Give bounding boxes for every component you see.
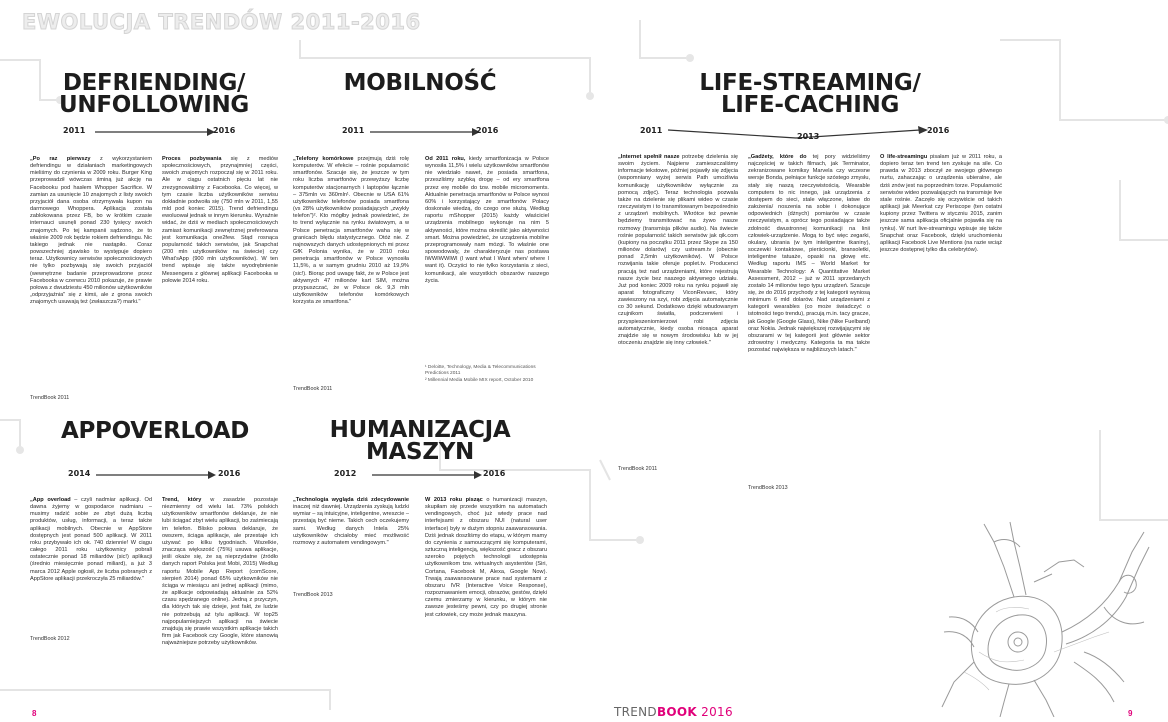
appoverload-col1-text: – czyli nadmiar aplikacji. Od dawna żyjemy w gospodarce nadmiaru – musimy radzić sobie ze zbyt dużą liczbą produktów, usług, informacji, a teraz także aplikacji mobilnych. Obecnie w AppStore dostępnych jest ponad 500 aplikacji. W 2011 roku przybywało ich ok. 740 dziennie! W ciągu całego 2011 roku użytkownicy pobrali ostatecznie ponad 18 miliardów (sic!) aplikacji (średnio miesięcznie ponad miliard), a już 3 marca 2012 Apple ogłosił, że liczba pobranych z AppStore aplikacji przekroczyła 25 miliardów." (30, 497, 152, 582)
defriending-title-line2: UNFOLLOWING (59, 92, 249, 118)
defriending-col1-text: z wykorzystaniem defriendingu w działaniach marketingowych mieliśmy do czynienia w 2009 roku. Burger King przeprowadził wówczas śminą już akcję na Facebooku pod hasłem Whopper Sacrifice. W zamian za usunięcie 10 znajomych z listy swoich przyjaciół dana osoba otrzymywała kupon na darmowego Whoppera. Aplikacja została zablokowana przez FB, bo w krótkim czasie internauci usunęli ponad 230 tysięcy swoich znajomych. Po tej kampanii sądzono, że to właśnie 2009 rok będzie rokiem defriendingu. Nic takiego jednak nie nastąpiło. Coraz powszechniej zjawisko to występuje dopiero teraz. Użytkownicy serwisów społecznościowych nie tylko pozbywają się swoich przyjaciół (wewnętrzne badanie przeprowadzone przez Facebooka w czerwcu 2010 pokazuje, że prawie połowa z dwudziestu 450 milionów użytkowników „odprzyjaźnia" się z kimś, ale z grona swoich znajomych usuwają też (zwłaszcza?) marki." (30, 156, 152, 306)
lifestreaming-col2-lead: „Gadżety, które do (748, 154, 807, 160)
lifestreaming-source-2013: TrendBook 2013 (748, 485, 788, 491)
lifestreaming-year-c: 2016 (927, 126, 950, 135)
lifestreaming-year-b: 2013 (797, 132, 820, 141)
lifestreaming-title-line2: LIFE-CACHING (720, 92, 900, 118)
lifestreaming-source-2011: TrendBook 2011 (618, 466, 658, 472)
humanizacja-year-from: 2012 (334, 469, 357, 478)
humanizacja-col2-text: o humanizacji maszyn, skupiłam się przede wszystkim na automatach vendingowych, choć już wtedy prace nad interfejsami z obszaru NUI (natural user interface) były w dużym stopniu zaawansowania. Dziś jednak doszliśmy do etapu, w którym mamy do czynienia z samouczącymi się komputerami, sztuczną inteligencją, większość gracz z obszaru szeroko pojętych technologii udostępnia użytkownikom tzw. wirtualnych asystentów (Siri, Cortana, Facebook M, Alexa, Google Now). Trwają zaawansowane prace nad systemami z obszaru IVR (Interactive Voice Response), rozpoznawaniem emocji, obrazów, gestów, dzięki czemu zmierzamy w kierunku, w którym nie zawsze jesteśmy pewni, czy po drugiej stronie jest człowiek, czy może jednak maszyna. (425, 497, 547, 618)
lifestreaming-col1-text: potrzebę dzielenia się swoim życiem. Najpierw zamieszczaliśmy informacje tekstowe, później pojawiły się zdjęcia (wspomniany wyżej serwis Path umożliwia komunikację użytkowników wyłącznie za pomocą zdjęć). Teraz technologia pozwala także na dzielenie się plikami wideo w czasie rzeczywistym i to transmitowanym bezpośrednio z urządzeń mobilnych. Wkrótce też pewnie będziemy transmitować na żywo nasze rozmowy (transmisja plików audio). Na świecie rośnie popularność takich serwisów jak qik.com (kupiony na początku 2011 przez Skype za 150 milionów dolarów) czy ustream.tv (obecnie ponad 2,5mln użytkowników). W Polsce rozwijania takie oferuje poplet.tv. Producenci pracują też nad urządzeniami, które rejestrują nasze życie bez naszego aktywnego udziału. Już pod koniec 2009 roku na rynku pojawił się aparat fotograficzny ViconRevuec, który zawieszony na szyi, robi zdjęcia automatycznie co 30 sekund. Dodatkowo dzięki wbudowanym czujnikom światła, podczerwieni i przyspieszeniomierzowi robi zdjęcia automatycznie, kiedy osoba niosąca aparat znajdzie się w nowym środowisku lub w jej otoczeniu znajdzie się inny człowiek." (618, 154, 738, 347)
mobilnosc-footnote-2: ² Millennial Media Mobile MIX report, October 2010 (425, 378, 534, 383)
trendbook-logo (614, 705, 733, 719)
appoverload-title: APPOVERLOAD (60, 418, 250, 444)
mobilnosc-year-to: 2016 (476, 126, 499, 135)
lifestreaming-col-2016 (880, 154, 1002, 304)
defriending-year-to: 2016 (213, 126, 236, 135)
humanizacja-col2-lead: W 2013 roku pisząc (425, 497, 483, 503)
appoverload-year-to: 2016 (218, 469, 241, 478)
lifestreaming-col1-lead: „Internet spełnił nasze (618, 154, 680, 160)
appoverload-source: TrendBook 2012 (30, 636, 70, 642)
appoverload-col-2016 (162, 497, 278, 719)
lifestreaming-col2-text: tej pory widzieliśmy najczęściej w takich filmach, jak Terminator, zekranizowane komiksy Marvela czy wczesne wersje Bonda, pełniące funkcje szóstego zmysłu, stały się naszą rzeczywistością. Wearable computers to nic innego, jak urządzenia z dostępem do sieci, stale włączone, łatwe do założenia/ noszenia na sobie i dokonujące odpowiednich (dżnych) pomiarów w czasie rzeczywistym, a oprócz tego posiadające także zdolność dwustronnej komunikacji na linii człowiek-urządzenie. Mogą to być więc zegarki, okulary, ubrania (w tym inteligentne tkaniny), soczewki kontaktowe, pierścionki, bransoletki, inteligentne tatuaże, opaski na głowę etc. Według raportu IMS – World Market for Wearable Technology: A Quantitative Market Assessment, 2012 – już w 2011 sprzedanych zostało 14 milionów tego typu urządzeń. Szacuje się, że do 2016 przychody z tej kategorii wyniosą minimum 6 mld dolarów. Nad urządzeniami z kategorii wearables (co może świadczyć o istotności tego trendu), pracują m.in. tacy gracze, jak Google (Google Glass), Nike (Nike Fuelband) oraz Nokia. Jednak największej rozwijającymi się obszarami w tej kategorii jest głównie sektor zdrowotny i medyczny. Kategoria ta ma także pozostać największa w najbliższych latach." (748, 154, 870, 354)
mobilnosc-source: TrendBook 2011 (293, 386, 333, 392)
defriending-col-2016 (162, 156, 278, 356)
page-number-left: 8 (32, 709, 37, 718)
defriending-col2-text: się z mediów społecznościowych, przynajmniej części, swoich znajomych rozpoczął się w 2011 roku. Ale w ciągu ostatnich pięciu lat nie zrezygnowaliśmy z Facebooka. Co więcej, w tym czasie liczba użytkowników serwisu dokładnie podwoiła się (750 mln w 2011, 1,55 mld pod koniec 2015). Trend defriendingu ewoluował jednak w innym kierunku. Wyraźnie widać, że dziś w mediach społecznościowych zamiast komunikacji zewnętrznej preferowana jest komunikacja one2few. Stąd rosnąca popularność takich serwisów, jak Snapchat (200 mln użytkowników na świecie) czy What'sApp (900 mln użytkowników). W ten trend wpisuje się także wyodrębnienie Messengera z głównej aplikacji Facebooka w połowie 2014 roku. (162, 156, 278, 284)
appoverload-arrow (96, 469, 216, 481)
mobilnosc-title: MOBILNOŚĆ (343, 70, 497, 96)
lifestreaming-title-line1: LIFE-STREAMING/ (699, 70, 921, 96)
appoverload-year-from: 2014 (68, 469, 91, 478)
defriending-arrow (95, 126, 215, 138)
mobilnosc-arrow (370, 126, 480, 138)
humanizacja-title (322, 419, 518, 463)
mobilnosc-year-from: 2011 (342, 126, 365, 135)
humanizacja-title-line1: HUMANIZACJA (329, 417, 511, 443)
lifestreaming-col-2011 (618, 154, 738, 460)
defriending-col1-lead: „Po raz pierwszy (30, 156, 91, 162)
humanizacja-col-2016 (425, 497, 547, 701)
brand-book: BOOK (656, 705, 698, 719)
humanizacja-source: TrendBook 2013 (293, 592, 333, 598)
brand-trend: TREND (614, 705, 657, 719)
mobilnosc-col1-lead: „Telefony komórkowe (293, 156, 354, 162)
humanizacja-col-2012 (293, 497, 409, 577)
lifestreaming-col3-lead: O life-streamingu (880, 154, 928, 160)
mobilnosc-col-2011 (293, 156, 409, 376)
humanizacja-arrow (372, 469, 482, 481)
defriending-year-from: 2011 (63, 126, 86, 135)
lifestreaming-col3-text: pisałam już w 2011 roku, a dopiero teraz ten trend ten zyskuje na sile. Co prawda w 2013 zboczył ze swojego głównego nurtu, zahaczając o urządzenia ubieralne, ale dziś znów jest na poprzednim torze. Popularność serwisów wideo pozwalających na transmisje live stale rośnie. Zaczęło się oczywiście od takich aplikacji jak Meerkat czy Periscope (ten ostatni kupiony przez Twittera w styczniu 2015, zanim jeszcze sama aplikacja oficjalnie pojawiła się na rynku). W nurt live-streamingu wpisuje się także Snapchat oraz Facebook, dzięki uruchomieniu aplikacji Facebook Live Mentions (na razie wciąż jeszcze dostępnej tylko dla celebrytów). (880, 154, 1002, 254)
brand-year: 2016 (701, 705, 733, 719)
defriending-source: TrendBook 2011 (30, 395, 70, 401)
humanizacja-title-line2: MASZYN (365, 439, 475, 465)
humanizacja-col1-lead: „Technologia wygląda dziś zdecydowanie (293, 497, 409, 503)
appoverload-col-2014 (30, 497, 152, 627)
appoverload-col1-lead: „App overload (30, 497, 71, 503)
mobilnosc-col1-text: przejmują dziś rolę komputerów. W efekcie – rośnie popularność smartfonów. Szacuje się, że jeszcze w tym roku liczba smartfonów przewyższy liczbę komputerów stacjonarnych i laptopów łącznie – 375mln vs 360mln¹. Obecnie w USA 61% użytkowników telefonów posiada smartfona (vs 28% użytkowników posiadających „zwykły telefon")². Kto mógłby jednak powiedzieć, że to trend wyłącznie na rynku światowym, a w Polsce penetracja smartfonów waha się w granicach błędu statystycznego. Otóż nie. Z najnowszych danych udostępnionych mi przez GfK Polonia wynika, że w 2010 roku penetracja smartfonów w Polsce wynosiła 11,5%, a w samym grudniu 2010 aż 19,9% (sic!). Biorąc pod uwagę fakt, że w Polsce jest aktywnych 47 milionów kart SIM, można przypuszczać, że w Polsce ok. 9,3 mln użytkowników telefonów komórkowych korzysta ze smartfona." (293, 156, 409, 306)
humanizacja-col1-text: inaczej niż dawniej. Urządzenia zyskują ludzki wymiar – są intuicyjne, inteligentne, wreszcie – przestają być nieme. Takich cech oczekujemy sami. Według danych Intela 25% użytkowników chciałoby mieć możliwość rozmowy z automatem vendingowym." (293, 504, 409, 546)
defriending-col2-lead: Proces pozbywania (162, 156, 222, 162)
lifestreaming-year-a: 2011 (640, 126, 663, 135)
defriending-title (56, 72, 252, 116)
page-title: EWOLUCJA TRENDÓW 2011-2016 (22, 10, 421, 34)
lifestreaming-col-2013 (748, 154, 870, 472)
humanizacja-year-to: 2016 (483, 469, 506, 478)
mobilnosc-footnote-1: ¹ Deloitte, Technology, Media & Telecommunications Predictions 2011 (425, 365, 536, 376)
robot-illustration (934, 512, 1156, 717)
appoverload-col2-text: w zasadzie pozostaje niezmienny od wielu lat. 73% polskich użytkowników smartfonów deklaruje, że nie lubi ściągać zbyt wielu aplikacji, bo zaśmiecają im telefon. Blisko połowa deklaruje, że owszem, ściąga aplikacje, ale przestaje ich używać po kilku tygodniach. Wszelkie, znacząca większość (75%) usuwa aplikacje, jeśli okaże się, że są nieprzydatne (źródło danych raport Polska jest Mobi, 2015) Według raportu Mobile App Report (comScore, sierpień 2014) ponad 65% użytkowników nie ściąga w miesiącu ani jednej aplikacji (mimo, że aplikacje odpowiadają aktualnie za 52% czasu spędzanego online). Jedną z przyczyn, dla których tak się dzieje, jest fakt, że ludzie nie potrzebują aż tylu aplikacji. W top25 najpopularniejszych aplikacji na świecie znajdują się prawie wszystkim aplikacje takich firm jak Facebook czy Google, które stanowią najważniejsze potrzeby użytkowników. (162, 497, 278, 647)
mobilnosc-col2-text: kiedy smartfonizacja w Polsce wynosiła 11,5% i wielu użytkowników smartfonów nie wiedziało nawet, że posiada smartfona, przeszliśmy szybką drogę – od ery smartfona przez erę mobile do tzw. mobile micromoments. Aktualnie penetracja smartfonów w Polsce wynosi 60% i korzystający ze smartfonów Polacy doskonale wiedzą, do czego one służą. Według raportu mShopper (2015) każdy właściciel urządzenia mobilnego wykonuje na nim 5 aktywności, które można określić jako aktywności smart. Można powiedzieć, że urządzenia mobilne przeprogramowały nam mózgi. To właśnie one spowodowały, że charakteryzuje nas postawa IWWIWWIWI (I want what I Want when/ where I want it). Oczyści to nie tylko korzystania z sieci, komunikacji, ale wszystkich obszarów naszego życia. (425, 156, 549, 284)
defriending-col-2011 (30, 156, 152, 388)
page-number-right: 9 (1128, 709, 1133, 718)
defriending-title-line1: DEFRIENDING/ (62, 70, 246, 96)
mobilnosc-col-2016 (425, 156, 549, 356)
appoverload-col2-lead: Trend, który (162, 497, 202, 503)
lifestreaming-title (690, 72, 930, 116)
mobilnosc-col2-lead: Od 2011 roku, (425, 156, 466, 162)
